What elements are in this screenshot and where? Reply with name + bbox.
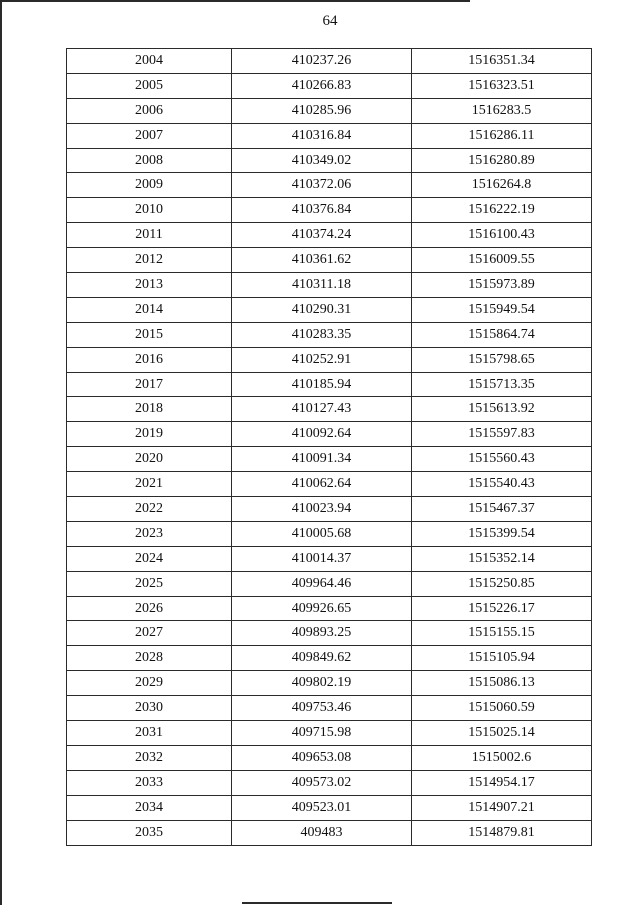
point-number-cell: 2006	[67, 98, 232, 123]
point-number-cell: 2032	[67, 745, 232, 770]
y-coordinate-cell: 1516280.89	[412, 148, 592, 173]
point-number-cell: 2014	[67, 297, 232, 322]
x-coordinate-cell: 410091.34	[232, 447, 412, 472]
y-coordinate-cell: 1515002.6	[412, 745, 592, 770]
point-number-cell: 2016	[67, 347, 232, 372]
table-row	[67, 372, 592, 397]
y-coordinate-cell: 1516283.5	[412, 98, 592, 123]
y-coordinate-cell: 1514879.81	[412, 820, 592, 845]
point-number-cell: 2029	[67, 671, 232, 696]
x-coordinate-cell: 410311.18	[232, 273, 412, 298]
y-coordinate-cell: 1516323.51	[412, 73, 592, 98]
y-coordinate-cell: 1516286.11	[412, 123, 592, 148]
y-coordinate-cell: 1515713.35	[412, 372, 592, 397]
x-coordinate-cell: 410252.91	[232, 347, 412, 372]
x-coordinate-cell: 409715.98	[232, 721, 412, 746]
y-coordinate-cell: 1516264.8	[412, 173, 592, 198]
table-row	[67, 596, 592, 621]
y-coordinate-cell: 1515798.65	[412, 347, 592, 372]
y-coordinate-cell: 1516222.19	[412, 198, 592, 223]
point-number-cell: 2033	[67, 770, 232, 795]
table-row	[67, 73, 592, 98]
point-number-cell: 2012	[67, 248, 232, 273]
x-coordinate-cell: 410374.24	[232, 223, 412, 248]
x-coordinate-cell: 410062.64	[232, 472, 412, 497]
table-row	[67, 770, 592, 795]
point-number-cell: 2007	[67, 123, 232, 148]
table-row	[67, 546, 592, 571]
x-coordinate-cell: 409483	[232, 820, 412, 845]
x-coordinate-cell: 409893.25	[232, 621, 412, 646]
y-coordinate-cell: 1515560.43	[412, 447, 592, 472]
x-coordinate-cell: 410316.84	[232, 123, 412, 148]
point-number-cell: 2031	[67, 721, 232, 746]
table-row	[67, 173, 592, 198]
y-coordinate-cell: 1515467.37	[412, 497, 592, 522]
table-row	[67, 621, 592, 646]
point-number-cell: 2015	[67, 322, 232, 347]
point-number-cell: 2017	[67, 372, 232, 397]
table-row	[67, 248, 592, 273]
x-coordinate-cell: 410376.84	[232, 198, 412, 223]
scan-edge-top	[0, 0, 470, 2]
x-coordinate-cell: 410361.62	[232, 248, 412, 273]
table-row	[67, 521, 592, 546]
table-row	[67, 223, 592, 248]
y-coordinate-cell: 1515613.92	[412, 397, 592, 422]
table-row	[67, 497, 592, 522]
scan-edge-bottom	[242, 902, 392, 904]
table-row	[67, 696, 592, 721]
y-coordinate-cell: 1516009.55	[412, 248, 592, 273]
x-coordinate-cell: 410290.31	[232, 297, 412, 322]
point-number-cell: 2018	[67, 397, 232, 422]
y-coordinate-cell: 1514954.17	[412, 770, 592, 795]
y-coordinate-cell: 1515155.15	[412, 621, 592, 646]
point-number-cell: 2034	[67, 795, 232, 820]
y-coordinate-cell: 1515540.43	[412, 472, 592, 497]
table-row	[67, 472, 592, 497]
table-row	[67, 198, 592, 223]
point-number-cell: 2028	[67, 646, 232, 671]
y-coordinate-cell: 1514907.21	[412, 795, 592, 820]
x-coordinate-cell: 410127.43	[232, 397, 412, 422]
x-coordinate-cell: 410283.35	[232, 322, 412, 347]
point-number-cell: 2023	[67, 521, 232, 546]
point-number-cell: 2004	[67, 49, 232, 74]
x-coordinate-cell: 410005.68	[232, 521, 412, 546]
y-coordinate-cell: 1515352.14	[412, 546, 592, 571]
table-row	[67, 646, 592, 671]
x-coordinate-cell: 409802.19	[232, 671, 412, 696]
x-coordinate-cell: 409523.01	[232, 795, 412, 820]
x-coordinate-cell: 409753.46	[232, 696, 412, 721]
table-row	[67, 820, 592, 845]
x-coordinate-cell: 410349.02	[232, 148, 412, 173]
point-number-cell: 2011	[67, 223, 232, 248]
x-coordinate-cell: 410023.94	[232, 497, 412, 522]
table-row	[67, 447, 592, 472]
table-row	[67, 745, 592, 770]
table-row	[67, 721, 592, 746]
point-number-cell: 2019	[67, 422, 232, 447]
y-coordinate-cell: 1515250.85	[412, 571, 592, 596]
x-coordinate-cell: 410185.94	[232, 372, 412, 397]
coordinates-table	[66, 48, 592, 846]
table-row	[67, 273, 592, 298]
point-number-cell: 2030	[67, 696, 232, 721]
table-row	[67, 671, 592, 696]
point-number-cell: 2021	[67, 472, 232, 497]
table-row	[67, 571, 592, 596]
point-number-cell: 2026	[67, 596, 232, 621]
point-number-cell: 2027	[67, 621, 232, 646]
point-number-cell: 2013	[67, 273, 232, 298]
table-row	[67, 397, 592, 422]
coordinates-table-body	[67, 49, 592, 846]
point-number-cell: 2024	[67, 546, 232, 571]
table-row	[67, 347, 592, 372]
point-number-cell: 2005	[67, 73, 232, 98]
y-coordinate-cell: 1516100.43	[412, 223, 592, 248]
x-coordinate-cell: 410372.06	[232, 173, 412, 198]
table-row	[67, 297, 592, 322]
page-number: 64	[322, 13, 338, 29]
x-coordinate-cell: 410092.64	[232, 422, 412, 447]
y-coordinate-cell: 1515864.74	[412, 322, 592, 347]
y-coordinate-cell: 1516351.34	[412, 49, 592, 74]
y-coordinate-cell: 1515949.54	[412, 297, 592, 322]
point-number-cell: 2009	[67, 173, 232, 198]
y-coordinate-cell: 1515399.54	[412, 521, 592, 546]
table-row	[67, 98, 592, 123]
table-row	[67, 422, 592, 447]
point-number-cell: 2035	[67, 820, 232, 845]
y-coordinate-cell: 1515105.94	[412, 646, 592, 671]
x-coordinate-cell: 410237.26	[232, 49, 412, 74]
point-number-cell: 2020	[67, 447, 232, 472]
x-coordinate-cell: 409573.02	[232, 770, 412, 795]
table-row	[67, 795, 592, 820]
point-number-cell: 2010	[67, 198, 232, 223]
scan-edge-left	[0, 0, 2, 905]
x-coordinate-cell: 409964.46	[232, 571, 412, 596]
x-coordinate-cell: 409849.62	[232, 646, 412, 671]
y-coordinate-cell: 1515086.13	[412, 671, 592, 696]
y-coordinate-cell: 1515060.59	[412, 696, 592, 721]
x-coordinate-cell: 409926.65	[232, 596, 412, 621]
x-coordinate-cell: 410266.83	[232, 73, 412, 98]
table-row	[67, 49, 592, 74]
table-row	[67, 322, 592, 347]
table-row	[67, 123, 592, 148]
y-coordinate-cell: 1515226.17	[412, 596, 592, 621]
y-coordinate-cell: 1515025.14	[412, 721, 592, 746]
table-row	[67, 148, 592, 173]
x-coordinate-cell: 409653.08	[232, 745, 412, 770]
x-coordinate-cell: 410014.37	[232, 546, 412, 571]
point-number-cell: 2025	[67, 571, 232, 596]
y-coordinate-cell: 1515597.83	[412, 422, 592, 447]
point-number-cell: 2022	[67, 497, 232, 522]
y-coordinate-cell: 1515973.89	[412, 273, 592, 298]
x-coordinate-cell: 410285.96	[232, 98, 412, 123]
point-number-cell: 2008	[67, 148, 232, 173]
